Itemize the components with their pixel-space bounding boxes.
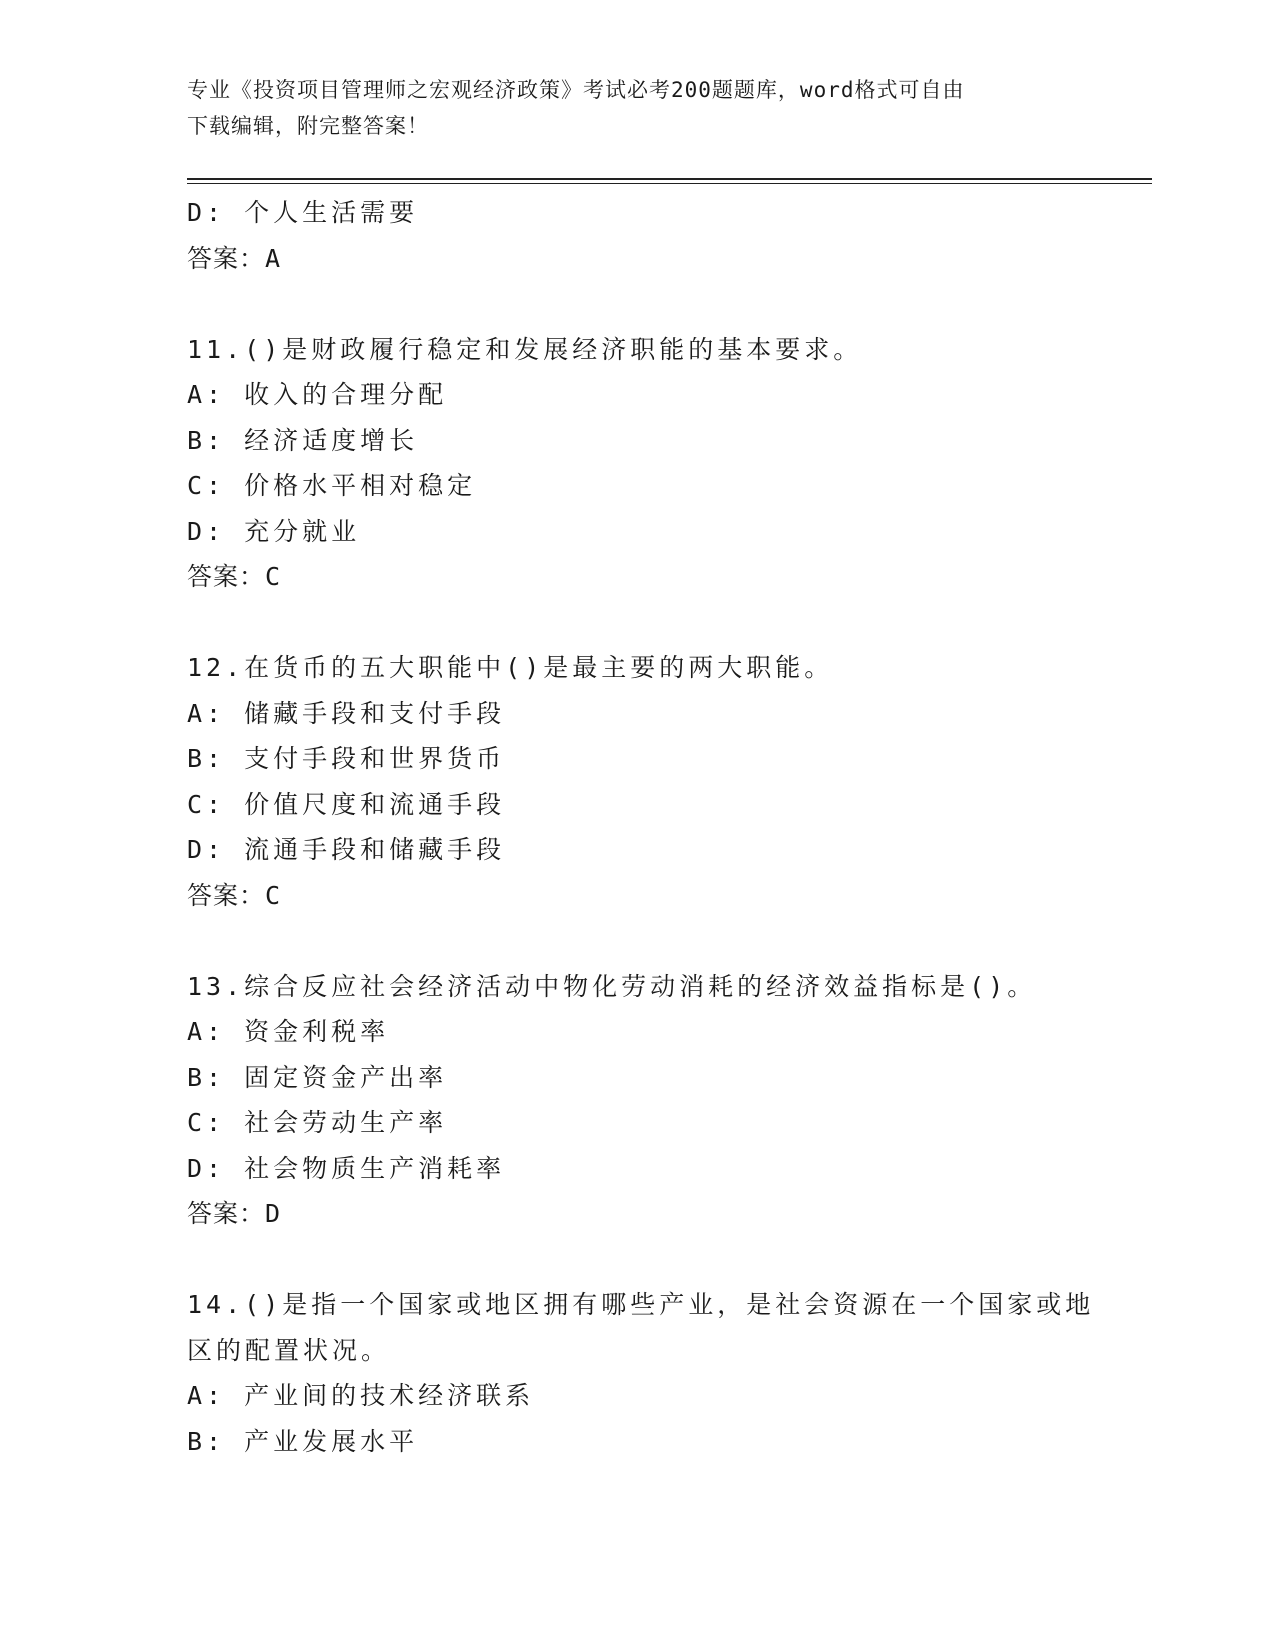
option-d: D: 社会物质生产消耗率	[187, 1153, 506, 1183]
option-c: C: 价值尺度和流通手段	[187, 789, 506, 819]
option-d: D: 个人生活需要	[187, 198, 419, 227]
question-14	[187, 1282, 1095, 1464]
option-b: B: 产业发展水平	[187, 1426, 419, 1456]
question-stem-line-1: 14.()是指一个国家或地区拥有哪些产业，是社会资源在一个国家或地	[187, 1290, 1095, 1319]
answer-line: 答案：A	[187, 243, 282, 273]
option-a: A: 资金利税率	[187, 1017, 390, 1046]
question-stem-line-2: 区的配置状况。	[187, 1335, 391, 1365]
option-c: C: 社会劳动生产率	[187, 1108, 448, 1137]
option-d: D: 流通手段和储藏手段	[187, 835, 506, 864]
option-d: D: 充分就业	[187, 516, 361, 546]
header-title-line-2: 下载编辑，附完整答案！	[187, 114, 429, 138]
option-c: C: 价格水平相对稳定	[187, 471, 477, 500]
document-header	[187, 72, 1087, 144]
option-a: A: 产业间的技术经济联系	[187, 1381, 535, 1410]
spacer	[187, 918, 1087, 964]
question-10-tail	[187, 190, 1087, 281]
answer-line: 答案：C	[187, 880, 282, 910]
question-stem: 12.在货币的五大职能中()是最主要的两大职能。	[187, 653, 834, 682]
question-13	[187, 964, 1087, 1237]
question-11	[187, 327, 1087, 600]
answer-line: 答案：D	[187, 1199, 282, 1228]
document-body	[187, 190, 1095, 1464]
option-b: B: 固定资金产出率	[187, 1062, 448, 1092]
option-a: A: 收入的合理分配	[187, 380, 448, 409]
answer-line: 答案：C	[187, 562, 282, 591]
option-b: B: 支付手段和世界货币	[187, 744, 506, 773]
spacer	[187, 281, 1087, 327]
option-b: B: 经济适度增长	[187, 425, 419, 455]
question-12	[187, 645, 1087, 918]
spacer	[187, 600, 1087, 646]
question-stem: 13.综合反应社会经济活动中物化劳动消耗的经济效益指标是()。	[187, 971, 1037, 1001]
header-rule-thin	[187, 183, 1152, 184]
header-rule-thick	[187, 178, 1152, 180]
option-a: A: 储藏手段和支付手段	[187, 698, 506, 728]
question-stem: 11.()是财政履行稳定和发展经济职能的基本要求。	[187, 334, 863, 364]
header-title-line-1: 专业《投资项目管理师之宏观经济政策》考试必考200题题库，word格式可自由	[187, 78, 965, 102]
spacer	[187, 1237, 1087, 1283]
